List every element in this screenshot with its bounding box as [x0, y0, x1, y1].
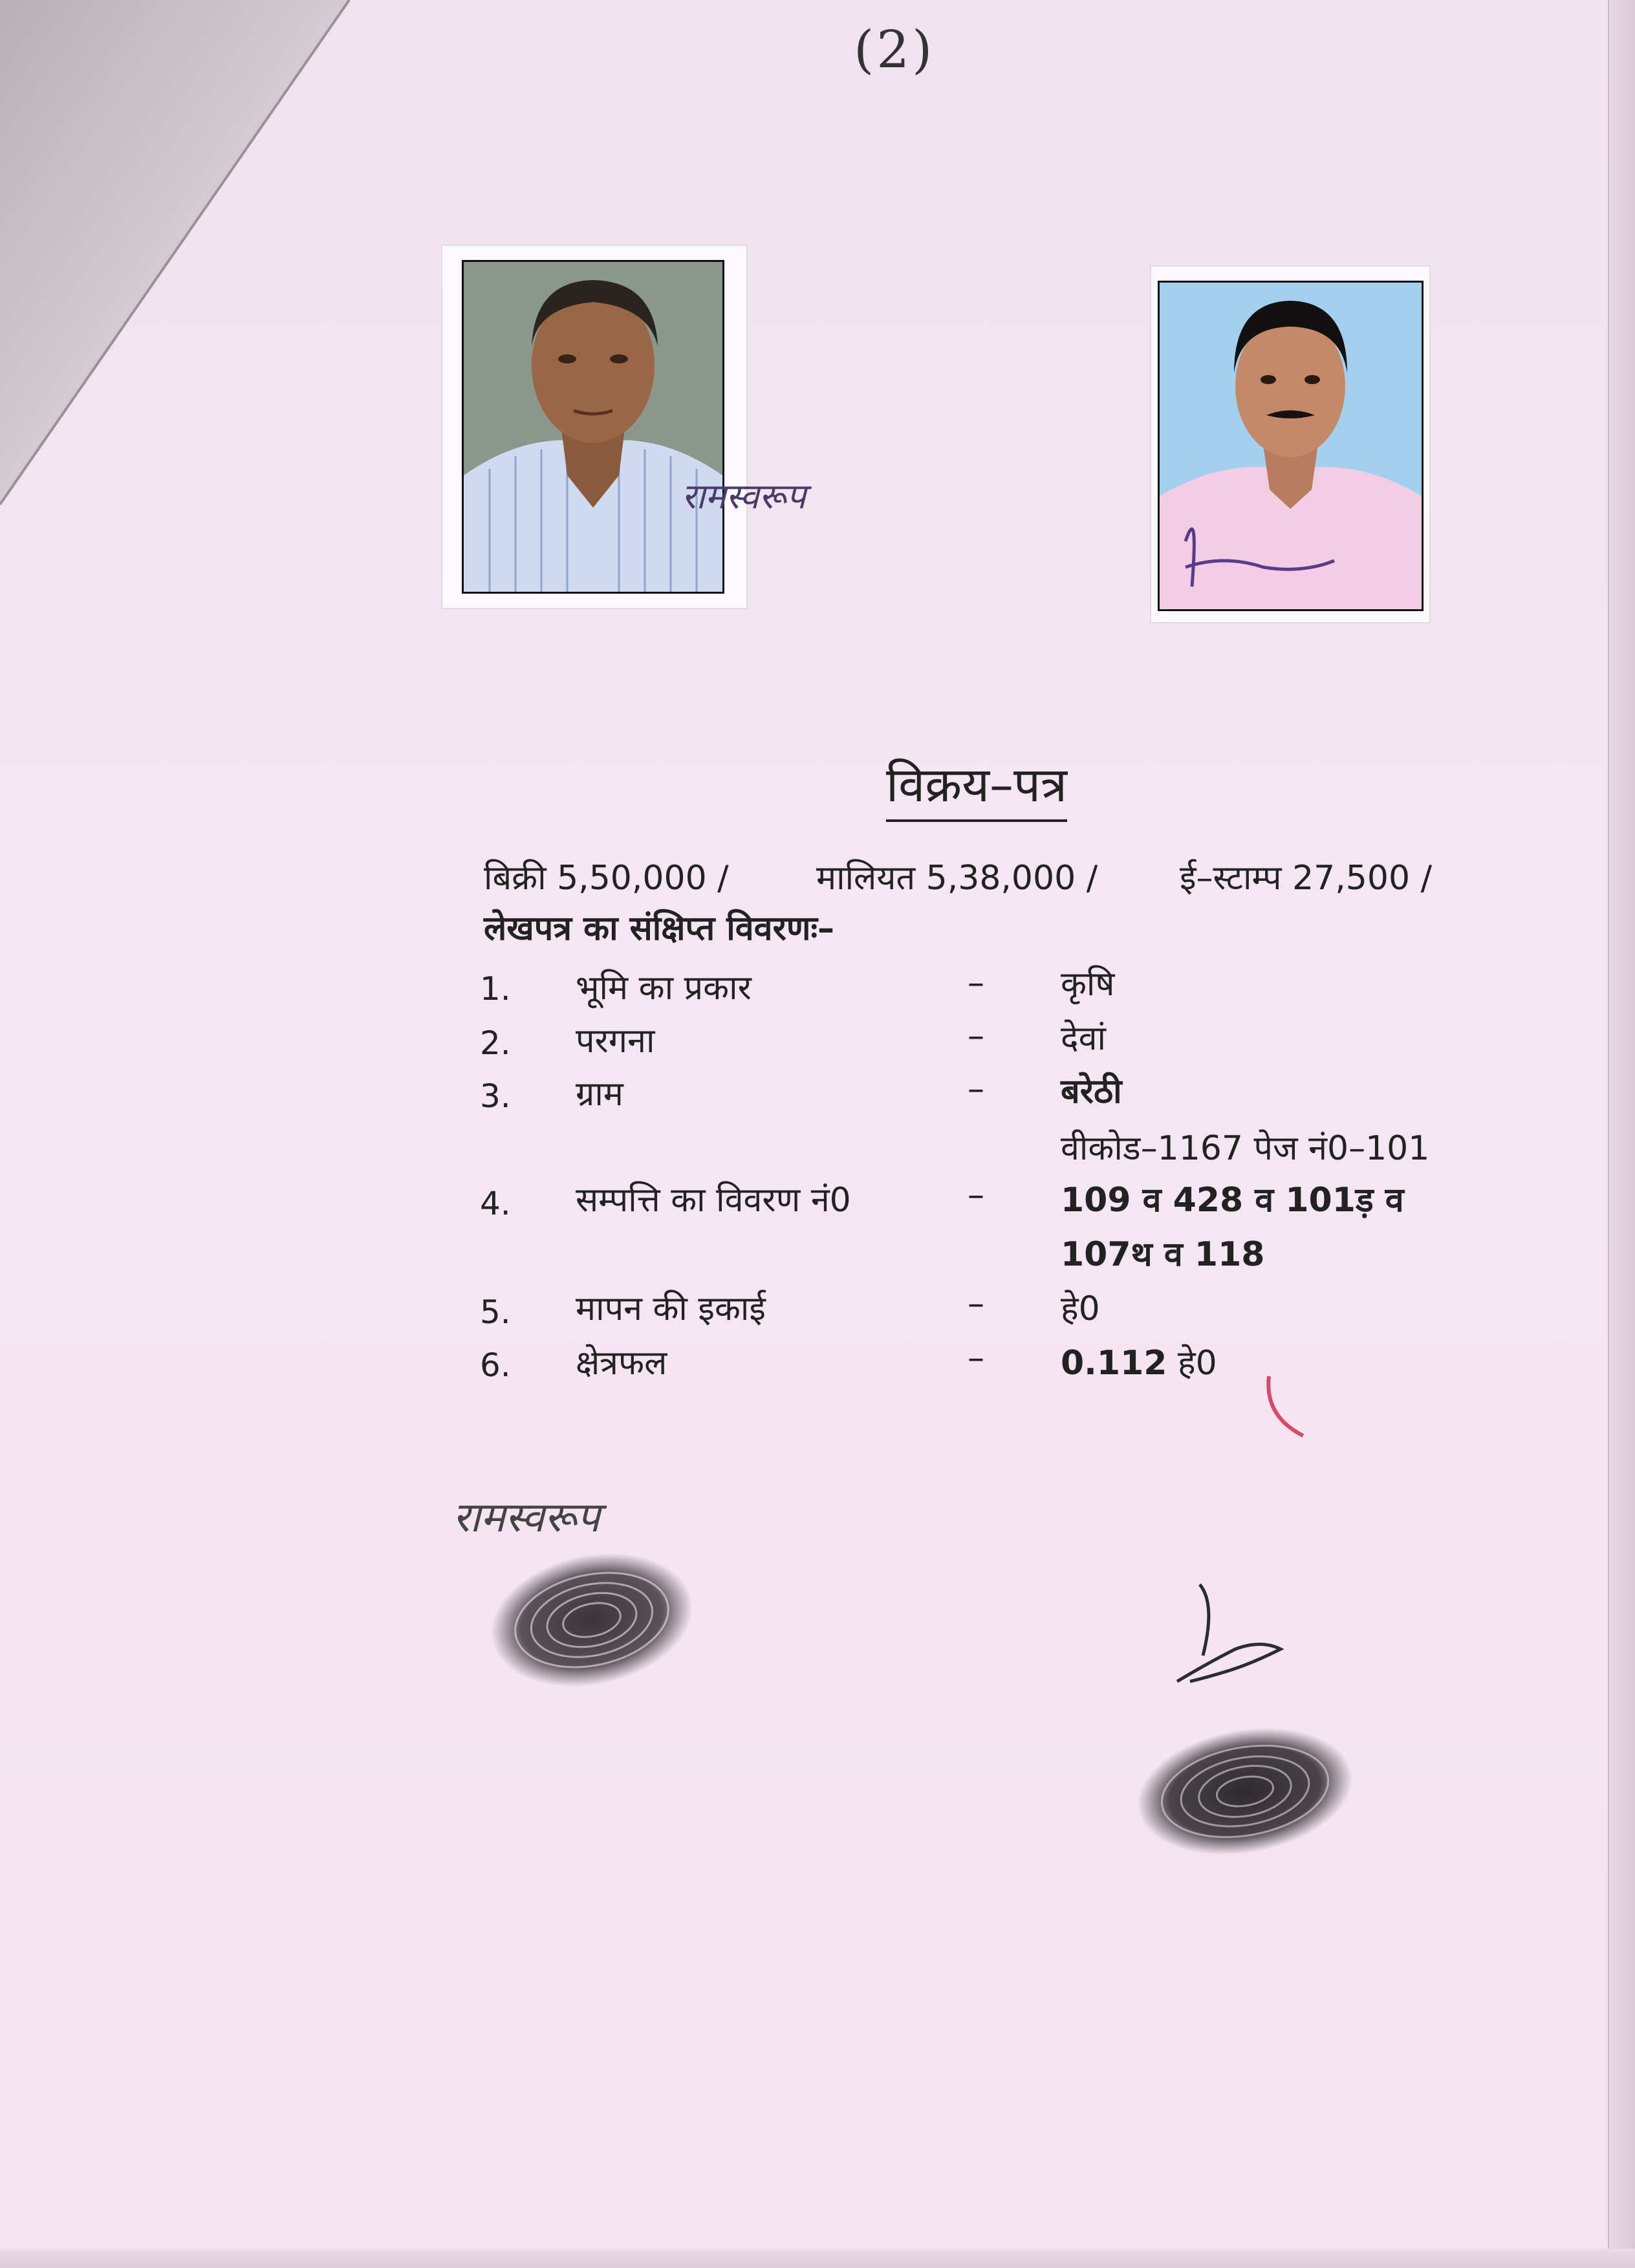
- buyer-thumbprint: [1132, 1720, 1358, 1863]
- item-label-village: ग्राम: [576, 1075, 623, 1114]
- seller-thumbprint: [485, 1546, 698, 1694]
- item-number: 6.: [480, 1346, 511, 1384]
- page-number: (2): [854, 19, 935, 80]
- folded-corner: [0, 0, 362, 517]
- item-dash: –: [968, 1070, 984, 1108]
- item-value-area-unit: हे0: [1178, 1344, 1217, 1383]
- item-value-pargana: देवां: [1061, 1019, 1106, 1058]
- item-label-pargana: परगना: [576, 1022, 655, 1061]
- item-dash: –: [968, 1339, 984, 1377]
- buyer-photo: [1158, 281, 1424, 611]
- item-value-area-number: 0.112: [1061, 1344, 1167, 1383]
- item-label-area: क्षेत्रफल: [576, 1344, 667, 1383]
- item-dash: –: [968, 1017, 984, 1055]
- seller-portrait: [464, 262, 722, 592]
- seller-handwritten-signature: रामस्वरूप: [453, 1494, 600, 1542]
- item-dash: –: [968, 1284, 984, 1323]
- amount-sale: बिक्री 5,50,000 /: [484, 859, 729, 898]
- item-value-village-code: वीकोड–1167 पेज नं0–101: [1061, 1129, 1430, 1168]
- item-number: 1.: [480, 970, 511, 1008]
- item-number: 5.: [480, 1293, 511, 1331]
- buyer-signature: [1164, 1578, 1306, 1701]
- page-bottom-edge: [0, 2249, 1635, 2268]
- seller-photo-frame: [442, 246, 807, 608]
- item-value-property-numbers: 109 व 428 व 101ड़ व: [1061, 1181, 1404, 1220]
- item-value-land-type: कृषि: [1061, 965, 1115, 1004]
- seller-photo-signature: रामस्वरूप: [682, 476, 807, 517]
- seller-photo: [462, 260, 724, 594]
- buyer-photo-frame: [1151, 266, 1429, 622]
- amount-estamp: ई–स्टाम्प 27,500 /: [1180, 859, 1433, 898]
- item-number: 4.: [480, 1185, 511, 1222]
- item-value-area: [1061, 1339, 1217, 1385]
- item-number: 2.: [480, 1024, 511, 1062]
- item-label-land-type: भूमि का प्रकार: [576, 969, 752, 1008]
- amount-market-value: मालियत 5,38,000 /: [816, 859, 1098, 898]
- item-value-property-numbers-cont: 107थ व 118: [1061, 1235, 1265, 1274]
- item-dash: –: [968, 964, 984, 1002]
- item-number: 3.: [480, 1077, 511, 1115]
- item-value-village: बरेठी: [1061, 1072, 1122, 1111]
- item-dash: –: [968, 1176, 984, 1215]
- item-label-unit: मापन की इकाई: [576, 1290, 766, 1328]
- summary-heading: लेखपत्र का संक्षिप्त विवरणः–: [484, 909, 834, 948]
- buyer-portrait: [1160, 283, 1422, 609]
- red-tick-mark: [1261, 1371, 1313, 1442]
- item-label-property-details: सम्पत्ति का विवरण नं0: [576, 1181, 851, 1220]
- item-value-unit: हे0: [1061, 1290, 1100, 1328]
- deed-title: विक्रय–पत्र: [886, 750, 1067, 822]
- page-right-edge: [1608, 0, 1635, 2268]
